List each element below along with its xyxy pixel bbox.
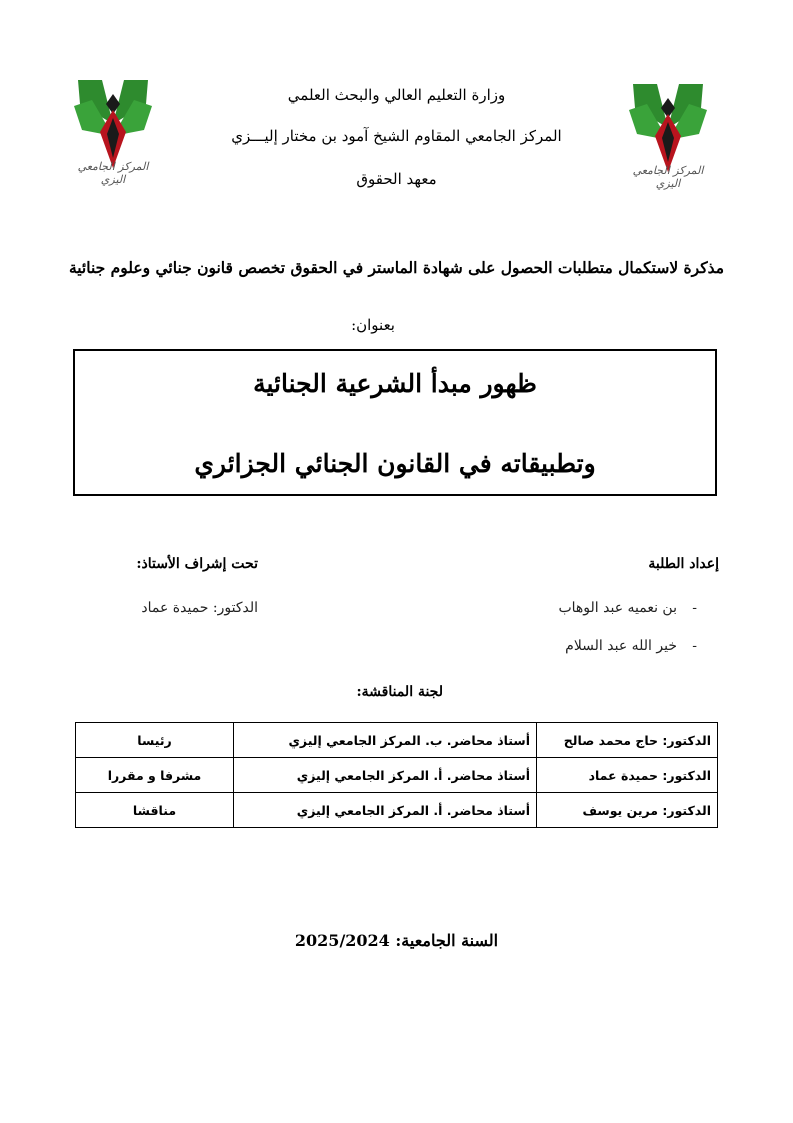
member-role: رئيسا	[76, 723, 234, 758]
logo-emblem-icon	[627, 78, 709, 174]
member-rank: أستاذ محاضر. ب. المركز الجامعي إليزي	[234, 723, 537, 758]
ministry-name: وزارة التعليم العالي والبحث العلمي	[287, 86, 506, 104]
member-role: مشرفا و مقررا	[76, 758, 234, 793]
member-name: الدكتور: حميدة عماد	[537, 758, 718, 793]
thesis-title-box	[73, 349, 717, 496]
academic-year: السنة الجامعية: 2025/2024	[294, 931, 499, 950]
member-role: مناقشا	[76, 793, 234, 828]
institute-name: معهد الحقوق	[356, 170, 437, 188]
logo-emblem-icon	[72, 74, 154, 170]
member-rank: أستاذ محاضر. أ. المركز الجامعي إليزي	[234, 793, 537, 828]
student-bullet: -	[692, 600, 697, 616]
member-rank: أستاذ محاضر. أ. المركز الجامعي إليزي	[234, 758, 537, 793]
logo-caption: المركز الجامعي اليزي	[632, 164, 704, 190]
table-row	[76, 758, 718, 793]
member-name: الدكتور: حاج محمد صالح	[537, 723, 718, 758]
student-name-1: بن نعميه عبد الوهاب	[558, 600, 677, 616]
title-label: بعنوان:	[351, 316, 395, 334]
student-bullet: -	[692, 638, 697, 654]
university-logo-right	[627, 78, 709, 190]
university-logo-left	[72, 74, 154, 186]
supervisor-label: تحت إشراف الأستاذ:	[136, 556, 258, 572]
supervisor-name: الدكتور: حميدة عماد	[141, 600, 258, 616]
thesis-title-line-1: ظهور مبدأ الشرعية الجنائية	[253, 369, 537, 398]
university-center-name: المركز الجامعي المقاوم الشيخ آمود بن مختار إليـــزي	[231, 127, 562, 145]
thesis-purpose: مذكرة لاستكمال متطلبات الحصول على شهادة الماستر في الحقوق تخصص قانون جنائي وعلوم جنائية	[68, 258, 725, 277]
students-label: إعداد الطلبة	[648, 556, 719, 572]
thesis-title-line-2: وتطبيقاته في القانون الجنائي الجزائري	[194, 449, 596, 478]
logo-caption: المركز الجامعي اليزي	[77, 160, 149, 186]
member-name: الدكتور: مرين يوسف	[537, 793, 718, 828]
table-row	[76, 793, 718, 828]
committee-label: لجنة المناقشة:	[356, 684, 443, 700]
student-name-2: خير الله عبد السلام	[565, 638, 677, 654]
table-row	[76, 723, 718, 758]
committee-table	[75, 722, 718, 828]
